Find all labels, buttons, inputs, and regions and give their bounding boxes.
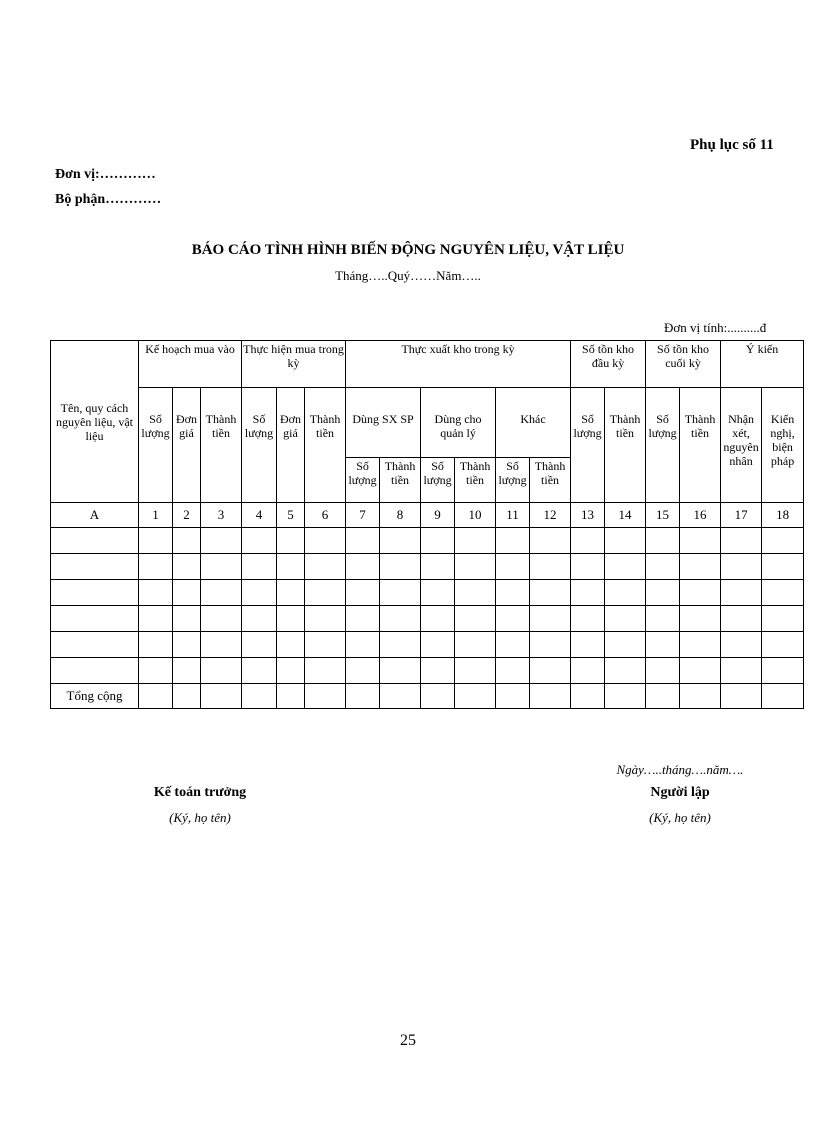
blank-row (51, 528, 804, 554)
header-qty: Số lượng (646, 388, 680, 503)
header-material-name: Tên, quy cách nguyên liệu, vật liệu (51, 341, 139, 503)
blank-row (51, 554, 804, 580)
column-index-row (51, 503, 804, 528)
header-qty: Số lượng (139, 388, 173, 503)
index-cell: 8 (380, 503, 421, 528)
header-amount: Thành tiền (201, 388, 242, 503)
report-period: Tháng…..Quý……Năm….. (335, 268, 481, 283)
total-row (51, 684, 804, 709)
header-qty: Số lượng (571, 388, 605, 503)
index-cell: A (51, 503, 139, 528)
header-amount: Thành tiền (605, 388, 646, 503)
index-cell: 1 (139, 503, 173, 528)
blank-row (51, 606, 804, 632)
index-cell: 5 (277, 503, 305, 528)
unit-line: Đơn vị:………… (55, 167, 156, 182)
index-cell: 18 (762, 503, 804, 528)
header-production-use: Dùng SX SP (346, 388, 421, 458)
index-cell: 14 (605, 503, 646, 528)
header-opening-stock: Số tồn kho đầu kỳ (571, 341, 646, 388)
index-cell: 2 (173, 503, 201, 528)
header-qty: Số lượng (421, 458, 455, 503)
index-cell: 10 (455, 503, 496, 528)
header-amount: Thành tiền (530, 458, 571, 503)
appendix-label: Phụ lục số 11 (690, 137, 774, 153)
header-price: Đơn giá (277, 388, 305, 503)
report-table (50, 340, 804, 709)
header-qty: Số lượng (242, 388, 277, 503)
blank-row (51, 658, 804, 684)
index-cell: 12 (530, 503, 571, 528)
index-cell: 9 (421, 503, 455, 528)
index-cell: 11 (496, 503, 530, 528)
index-cell: 17 (721, 503, 762, 528)
header-amount: Thành tiền (680, 388, 721, 503)
date-line: Ngày…..tháng….năm…. (616, 762, 744, 777)
header-qty: Số lượng (346, 458, 380, 503)
header-actual-purchase: Thực hiện mua trong kỳ (242, 341, 346, 388)
header-proposal: Kiến nghị, biện pháp (762, 388, 804, 503)
index-cell: 13 (571, 503, 605, 528)
index-cell: 15 (646, 503, 680, 528)
chief-accountant-title: Kế toán trưởng (153, 785, 247, 800)
index-cell: 7 (346, 503, 380, 528)
index-cell: 16 (680, 503, 721, 528)
header-qty: Số lượng (496, 458, 530, 503)
index-cell: 4 (242, 503, 277, 528)
index-cell: 3 (201, 503, 242, 528)
chief-accountant-signature-note: (Ký, họ tên) (169, 810, 231, 825)
header-opinion: Ý kiến (721, 341, 804, 388)
header-closing-stock: Số tồn kho cuối kỳ (646, 341, 721, 388)
department-line: Bộ phận………… (55, 192, 162, 207)
header-actual-issue: Thực xuất kho trong kỳ (346, 341, 571, 388)
preparer-title: Người lập (650, 785, 710, 800)
header-management-use: Dùng cho quản lý (421, 388, 496, 458)
preparer-signature-note: (Ký, họ tên) (649, 810, 711, 825)
index-cell: 6 (305, 503, 346, 528)
currency-unit: Đơn vị tính:..........đ (664, 320, 767, 335)
page-number: 25 (400, 1032, 416, 1049)
report-title: BÁO CÁO TÌNH HÌNH BIẾN ĐỘNG NGUYÊN LIỆU, VẬT LIỆU (191, 242, 625, 258)
total-label: Tổng cộng (51, 684, 139, 709)
header-amount: Thành tiền (380, 458, 421, 503)
header-price: Đơn giá (173, 388, 201, 503)
header-other-use: Khác (496, 388, 571, 458)
header-amount: Thành tiền (305, 388, 346, 503)
header-amount: Thành tiền (455, 458, 496, 503)
header-purchase-plan: Kế hoạch mua vào (139, 341, 242, 388)
blank-row (51, 632, 804, 658)
header-remark: Nhận xét, nguyên nhân (721, 388, 762, 503)
blank-row (51, 580, 804, 606)
